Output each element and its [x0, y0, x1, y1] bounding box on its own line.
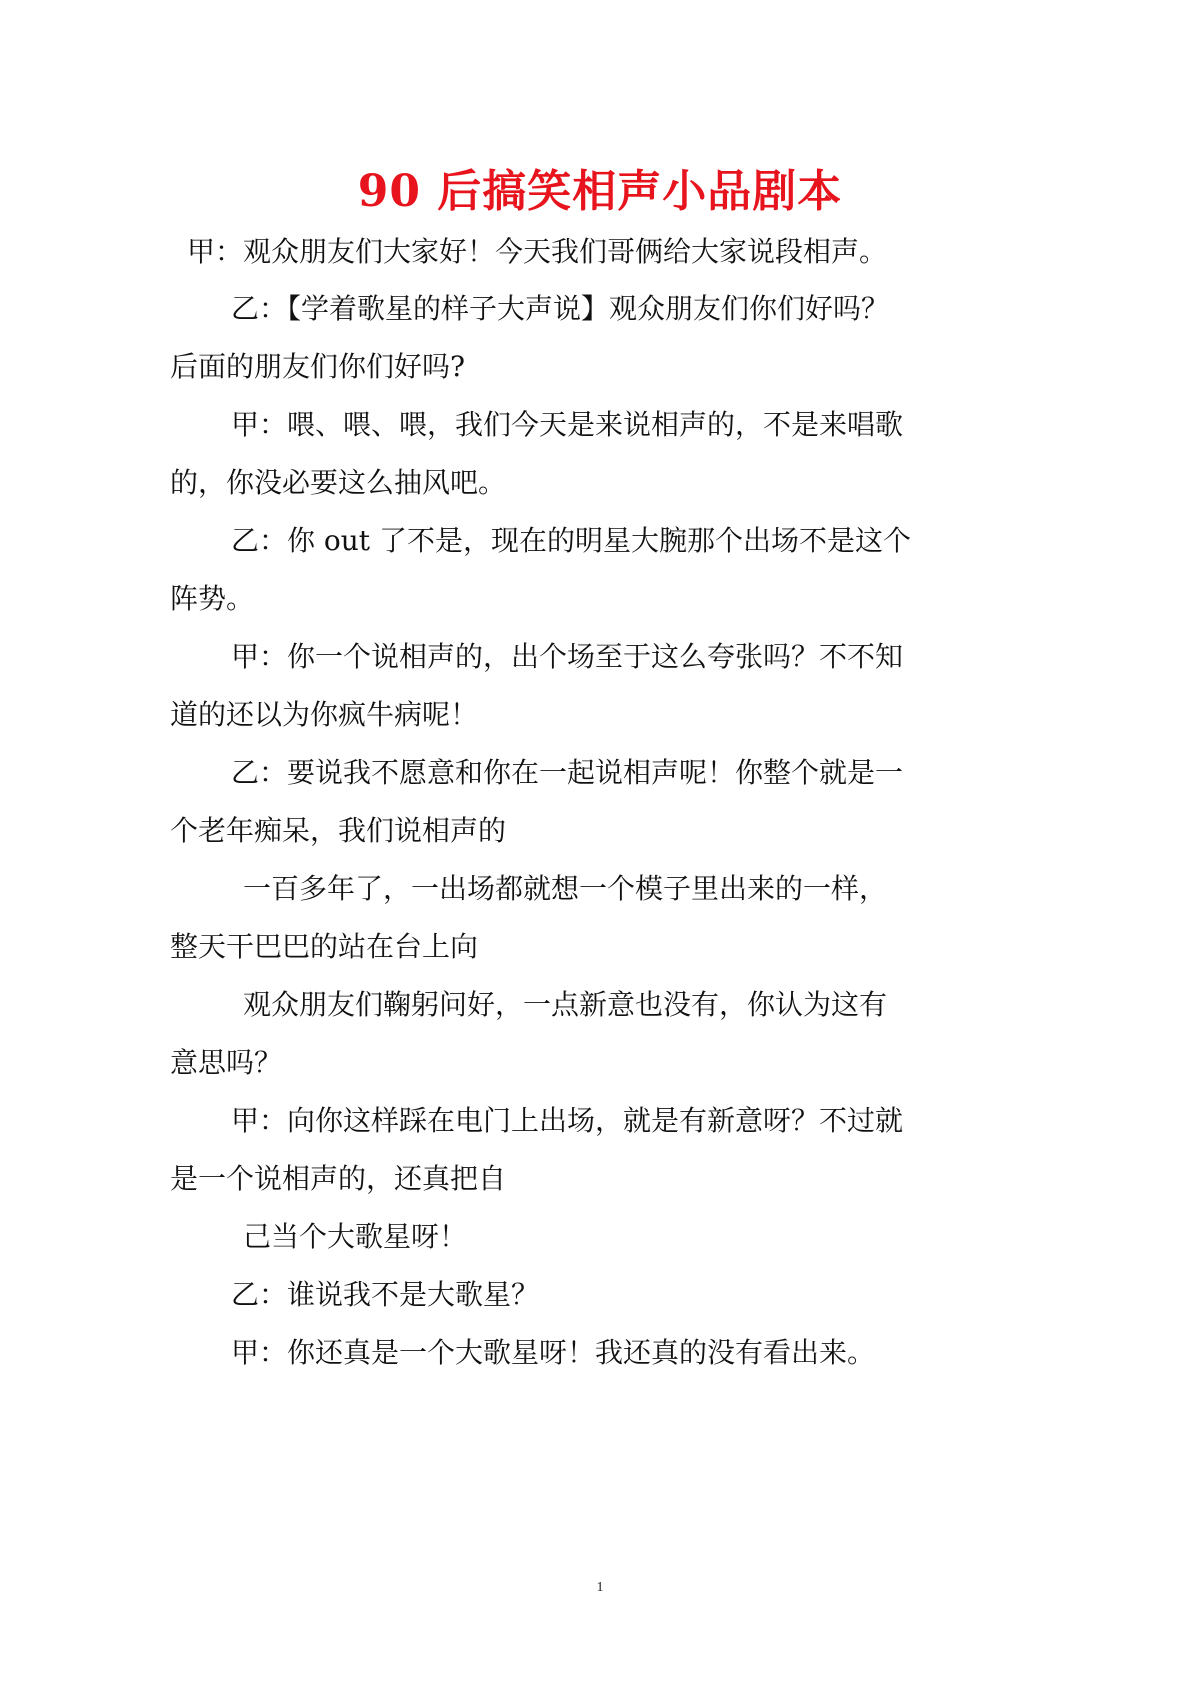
text-line: 阵势。: [170, 582, 255, 615]
text-line: 甲：喂、喂、喂，我们今天是来说相声的，不是来唱歌: [231, 408, 904, 441]
text-line: 是一个说相声的，还真把自: [170, 1162, 507, 1195]
text-line: 甲：向你这样踩在电门上出场，就是有新意呀？不过就: [231, 1104, 904, 1137]
text-line: 己当个大歌星呀！: [243, 1220, 468, 1253]
text-line: 乙：你 out 了不是，现在的明星大腕那个出场不是这个: [231, 524, 911, 557]
text-line: 乙：谁说我不是大歌星？: [231, 1278, 540, 1311]
text-line: 甲：你一个说相声的，出个场至于这么夸张吗？不不知: [231, 640, 904, 673]
text-line: 一百多年了，一出场都就想一个模子里出来的一样，: [243, 872, 888, 905]
text-line: 甲：观众朋友们大家好！今天我们哥俩给大家说段相声。: [187, 235, 888, 268]
text-line: 个老年痴呆，我们说相声的: [170, 814, 507, 847]
text-line: 整天干巴巴的站在台上向: [170, 930, 479, 963]
text-line: 的，你没必要这么抽风吧。: [170, 466, 507, 499]
text-line: 乙：【学着歌星的样子大声说】观众朋友们你们好吗？: [231, 292, 890, 325]
text-line: 甲：你还真是一个大歌星呀！我还真的没有看出来。: [231, 1336, 876, 1369]
document-title: 90 后搞笑相声小品剧本: [357, 166, 843, 217]
text-line: 后面的朋友们你们好吗?: [170, 350, 466, 383]
text-line: 意思吗？: [170, 1046, 283, 1079]
page-number: 1: [596, 1580, 604, 1595]
text-line: 乙：要说我不愿意和你在一起说相声呢！你整个就是一: [231, 756, 904, 789]
text-line: 道的还以为你疯牛病呢！: [170, 698, 479, 731]
text-line: 观众朋友们鞠躬问好，一点新意也没有，你认为这有: [243, 988, 888, 1021]
